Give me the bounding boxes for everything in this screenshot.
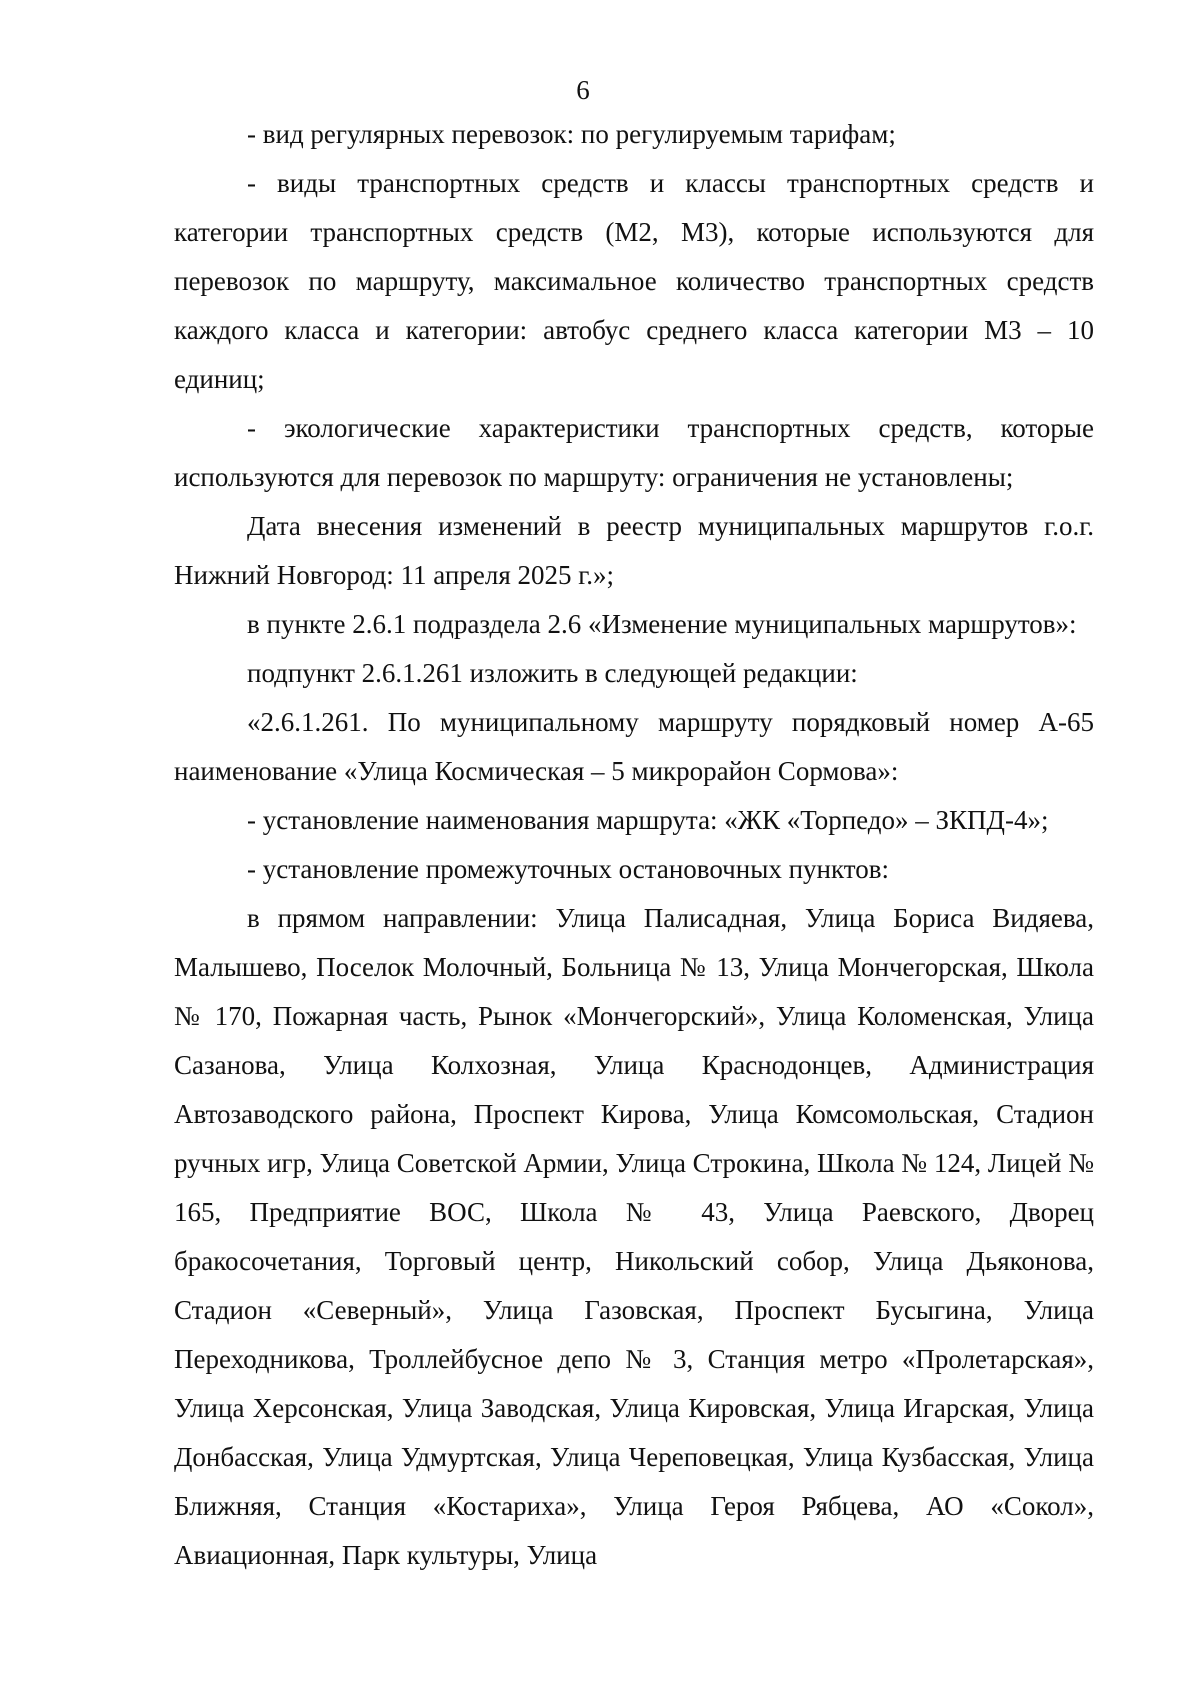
page-number: 6 — [576, 75, 590, 105]
paragraph-route-name: - установление наименования маршрута: «ЖК «Торпедо» – ЗКПД-4»; — [247, 805, 1049, 835]
paragraph-registry-date: Дата внесения изменений в реестр муниципальных маршрутов г.о.г. Нижний Новгород: 11 апреля 2025 г.»; — [174, 511, 1094, 590]
paragraph-forward-direction-stops: в прямом направлении: Улица Палисадная, Улица Бориса Видяева, Малышево, Поселок Молочный, Больница № 13, Улица Мончегорская, Школа № 170, Пожарная часть, Рынок «Мончегорский», Улица Коломенская, Улица Сазанова, Улица Колхозная, Улица Краснодонцев, Администрация Автозаводского района, Проспект Кирова, Улица Комсомольская, Стадион ручных игр, Улица Советской Армии, Улица Строкина, Школа № 124, Лицей № 165, Предприятие ВОС, Школа № 43, Улица Раевского, Дворец бракосочетания, Торговый центр, Никольский собор, Улица Дьяконова, Стадион «Северный», Улица Газовская, Проспект Бусыгина, Улица Переходникова, Троллейбусное депо № 3, Станция метро «Пролетарская», Улица Херсонская, Улица Заводская, Улица Кировская, Улица Игарская, Улица Донбасская, Улица Удмуртская, Улица Череповецкая, Улица Кузбасская, Улица Ближняя, Станция «Костариха», Улица Героя Рябцева, АО «Сокол», Авиационная, Парк культуры, Улица — [174, 903, 1094, 1570]
document-body — [174, 110, 1094, 1580]
paragraph-transport-type: - вид регулярных перевозок: по регулируемым тарифам; — [247, 119, 896, 149]
paragraph-intermediate-stops-heading: - установление промежуточных остановочных пунктов: — [247, 854, 889, 884]
paragraph-subclause-instruction: подпункт 2.6.1.261 изложить в следующей редакции: — [247, 658, 858, 688]
paragraph-vehicle-classes: - виды транспортных средств и классы транспортных средств и категории транспортных средств (М2, М3), которые используются для перевозок по маршруту, максимальное количество транспортных средств каждого класса и категории: автобус среднего класса категории М3 – 10 единиц; — [174, 168, 1094, 394]
paragraph-route-a65: «2.6.1.261. По муниципальному маршруту порядковый номер А-65 наименование «Улица Космическая – 5 микрорайон Сормова»: — [174, 707, 1094, 786]
paragraph-clause-2-6-1: в пункте 2.6.1 подраздела 2.6 «Изменение муниципальных маршрутов»: — [247, 609, 1077, 639]
paragraph-ecological-characteristics: - экологические характеристики транспортных средств, которые используются для перевозок по маршруту: ограничения не установлены; — [174, 413, 1094, 492]
